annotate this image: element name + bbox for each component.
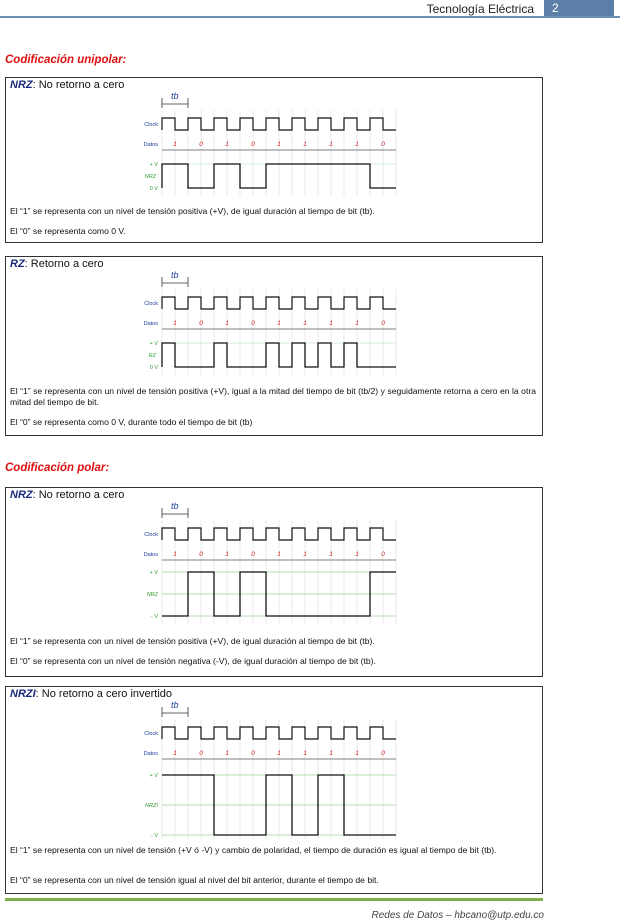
box-nrz-polar — [5, 487, 543, 677]
zero-v-label: 0 V — [149, 365, 158, 371]
data-label: Datos — [143, 142, 158, 148]
data-bit: 1 — [225, 141, 229, 148]
nrz-unipolar-diagram — [118, 88, 428, 200]
text-line-2: El “0” se representa con un nivel de tensión negativa (-V), de igual duración al tiempo de bit (tb). — [10, 656, 376, 666]
box-nrz-unipolar — [5, 77, 543, 243]
text-line-2: El “0” se representa como 0 V, durante todo el tiempo de bit (tb) — [10, 417, 253, 427]
data-bit: 1 — [173, 320, 177, 327]
data-label: Datos — [143, 321, 158, 327]
clock-label: Clock — [144, 122, 158, 128]
text-line-1: El “1” se representa con un nivel de tensión positiva (+V), de igual duración al tiempo de bit (tb). — [10, 636, 375, 646]
data-bit: 0 — [199, 320, 203, 327]
code-desc: : Retorno a cero — [24, 258, 104, 270]
data-bit: 1 — [173, 141, 177, 148]
nrz-polar-diagram — [118, 498, 428, 628]
signal-label: NRZI — [145, 803, 158, 809]
clock-waveform — [162, 118, 396, 130]
box-nrzi — [5, 686, 543, 894]
signal-label: RZ — [148, 353, 156, 359]
clock-waveform — [162, 727, 396, 739]
data-bit: 1 — [277, 551, 281, 558]
data-bit: 1 — [329, 141, 333, 148]
zero-v-label: 0 V — [149, 186, 158, 192]
box-title — [10, 258, 104, 270]
footer-text: Redes de Datos – hbcano@utp.edu.co — [371, 910, 544, 921]
data-bit: 1 — [329, 551, 333, 558]
nrzi-diagram — [118, 697, 428, 843]
section-title-unipolar: Codificación unipolar: — [5, 54, 127, 66]
footer-rule — [5, 898, 543, 901]
data-bit: 1 — [303, 551, 307, 558]
data-bit: 1 — [225, 320, 229, 327]
data-bit: 0 — [251, 141, 255, 148]
data-bit: 1 — [277, 141, 281, 148]
plus-v-label: + V — [149, 570, 158, 576]
text-line-1: El “1” se representa con un nivel de tensión positiva (+V), de igual duración al tiempo de bit (tb). — [10, 206, 375, 216]
data-label: Datos — [143, 751, 158, 757]
data-bit: 1 — [355, 551, 359, 558]
text-line-2: El “0” se representa como 0 V. — [10, 226, 126, 236]
tb-label: tb — [171, 91, 179, 101]
data-bit: 1 — [225, 750, 229, 757]
header-title: Tecnología Eléctrica — [426, 2, 534, 16]
data-bit: 1 — [303, 320, 307, 327]
data-bit: 0 — [251, 320, 255, 327]
data-bit: 0 — [381, 320, 385, 327]
code-label: NRZ — [10, 79, 33, 91]
minus-v-label: - V — [150, 833, 158, 839]
section-title-polar: Codificación polar: — [5, 462, 110, 474]
text-line-1: El “1” se representa con un nivel de tensión (+V ó -V) y cambio de polaridad, el tiempo de duración es igual al tiempo de bit (tb). — [10, 845, 497, 855]
signal-label: NRZ — [146, 592, 158, 598]
code-label: NRZI — [10, 688, 36, 700]
clock-label: Clock — [144, 532, 158, 538]
data-bit: 0 — [381, 141, 385, 148]
data-bit: 0 — [251, 750, 255, 757]
code-desc: : No retorno a cero invertido — [35, 688, 173, 700]
clock-waveform — [162, 528, 396, 540]
code-label: NRZ — [10, 489, 33, 501]
data-bit: 1 — [329, 320, 333, 327]
tb-label: tb — [171, 700, 179, 710]
signal-waveform — [162, 343, 396, 367]
data-bit: 1 — [277, 320, 281, 327]
code-desc: : No retorno a cero — [32, 489, 125, 501]
page-number: 2 — [544, 0, 614, 16]
rz-unipolar-diagram — [118, 267, 438, 379]
data-bit: 1 — [303, 141, 307, 148]
box-title — [10, 79, 124, 91]
data-bit: 0 — [199, 551, 203, 558]
box-title — [10, 489, 124, 501]
plus-v-label: + V — [149, 341, 158, 347]
data-bit: 1 — [303, 750, 307, 757]
data-bit: 0 — [251, 551, 255, 558]
signal-label: NRZ — [144, 174, 156, 180]
box-rz-unipolar — [5, 256, 543, 436]
plus-v-label: + V — [149, 162, 158, 168]
data-bit: 1 — [225, 551, 229, 558]
clock-label: Clock — [144, 301, 158, 307]
plus-v-label: + V — [149, 773, 158, 779]
tb-label: tb — [171, 501, 179, 511]
clock-label: Clock — [144, 731, 158, 737]
minus-v-label: - V — [150, 614, 158, 620]
data-bit: 1 — [329, 750, 333, 757]
data-bit: 0 — [199, 141, 203, 148]
data-bit: 1 — [173, 750, 177, 757]
data-bit: 1 — [355, 141, 359, 148]
data-bit: 1 — [355, 750, 359, 757]
text-line-1: El “1” se representa con un nivel de tensión positiva (+V), igual a la mitad del tiempo de bit (tb/2) y seguidamente retorna a cero en la otra mitad del tiempo de bit. — [10, 386, 536, 407]
code-desc: : No retorno a cero — [32, 79, 125, 91]
data-bit: 1 — [355, 320, 359, 327]
tb-label: tb — [171, 270, 179, 280]
clock-waveform — [162, 297, 396, 309]
data-label: Datos — [143, 552, 158, 558]
code-label: RZ — [10, 258, 25, 270]
data-bit: 0 — [381, 750, 385, 757]
header-rule — [0, 16, 620, 18]
data-bit: 1 — [173, 551, 177, 558]
data-bit: 0 — [381, 551, 385, 558]
data-bit: 1 — [277, 750, 281, 757]
text-line-2: El “0” se representa con un nivel de tensión igual al nivel del bit anterior, durante el tiempo de bit. — [10, 875, 379, 885]
data-bit: 0 — [199, 750, 203, 757]
